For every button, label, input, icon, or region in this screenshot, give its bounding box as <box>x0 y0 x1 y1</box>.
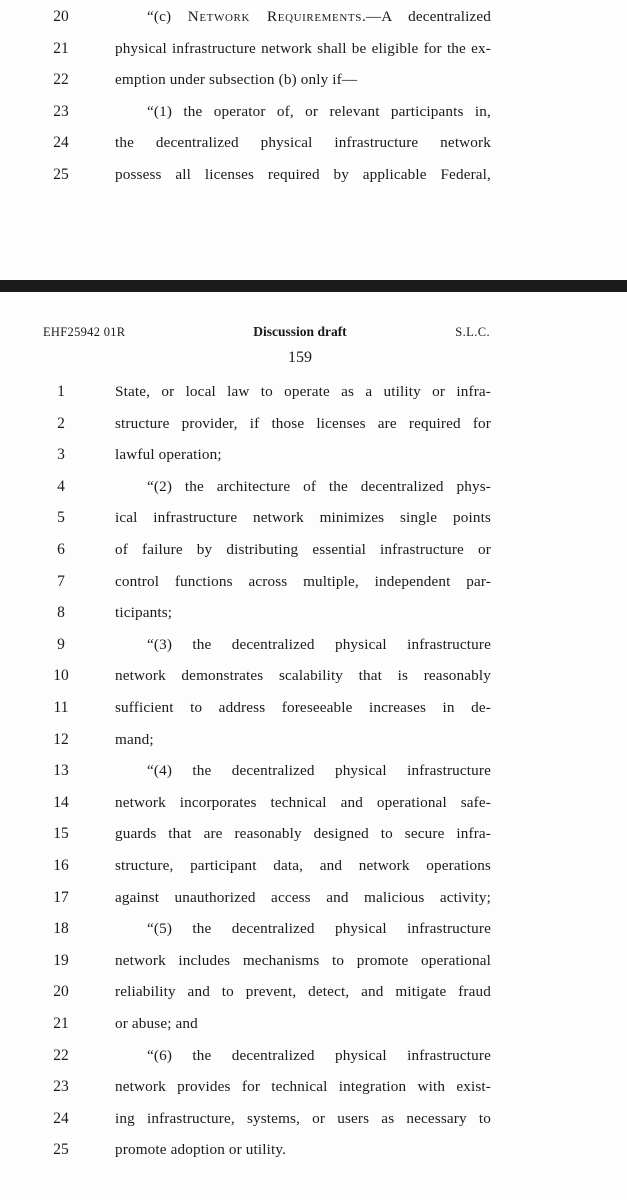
line-number: 5 <box>57 509 65 527</box>
line-text: “(2) the architecture of the decentralized phys- <box>147 477 491 495</box>
line-text: possess all licenses required by applicable Federal, <box>115 166 491 183</box>
line-text: mand; <box>115 730 154 748</box>
line-number: 7 <box>57 572 65 590</box>
text-line <box>0 666 627 698</box>
text-line <box>0 1140 627 1172</box>
line-number: 1 <box>57 383 65 400</box>
line-text: network incorporates technical and operational safe- <box>115 793 491 811</box>
line-number: 3 <box>57 446 65 464</box>
line-text: “(1) the operator of, or relevant participants in, <box>147 102 491 120</box>
line-text: network includes mechanisms to promote operational <box>115 951 491 969</box>
text-line <box>0 824 627 856</box>
text-line <box>0 919 627 951</box>
text-line <box>0 102 627 134</box>
line-text: “(6) the decentralized physical infrastructure <box>147 1046 491 1064</box>
line-text: reliability and to prevent, detect, and mitigate fraud <box>115 983 491 1001</box>
text-line <box>0 572 627 604</box>
slc-label: S.L.C. <box>455 325 490 339</box>
text-line <box>0 698 627 730</box>
line-number: 22 <box>53 1046 69 1064</box>
section-heading: Network Requirements <box>187 8 362 25</box>
line-text-suffix: .—A decentralized <box>361 8 491 25</box>
line-number: 21 <box>53 39 69 57</box>
text-line <box>0 39 627 71</box>
text-line <box>0 761 627 793</box>
text-line <box>0 540 627 572</box>
line-number: 4 <box>57 477 65 495</box>
text-line <box>0 508 627 540</box>
text-line <box>0 382 627 414</box>
page-divider <box>0 280 627 292</box>
text-line <box>0 7 627 39</box>
line-text: physical infrastructure network shall be eligible for the ex- <box>115 39 491 57</box>
line-number: 14 <box>53 793 69 811</box>
text-line <box>0 165 627 197</box>
line-number: 24 <box>53 134 69 152</box>
line-text <box>147 7 491 27</box>
line-text: against unauthorized access and malicious activity; <box>115 888 491 906</box>
line-number: 13 <box>53 762 69 780</box>
line-text: lawful operation; <box>115 446 222 464</box>
text-line <box>0 951 627 983</box>
line-number: 15 <box>53 825 69 843</box>
text-line <box>0 1077 627 1109</box>
line-text: sufficient to address foreseeable increases in de- <box>115 699 491 716</box>
text-line <box>0 1014 627 1046</box>
text-line <box>0 982 627 1014</box>
text-line <box>0 477 627 509</box>
line-text: structure, participant data, and network operations <box>115 857 491 874</box>
line-text: or abuse; and <box>115 1015 198 1032</box>
line-text: of failure by distributing essential infrastructure or <box>115 541 491 558</box>
line-number: 9 <box>57 635 65 653</box>
line-number: 2 <box>57 414 65 432</box>
text-line <box>0 635 627 667</box>
document-id: EHF25942 01R <box>43 325 126 339</box>
text-line <box>0 445 627 477</box>
draft-title: Discussion draft <box>253 324 347 339</box>
line-number: 20 <box>53 8 69 25</box>
line-number: 21 <box>53 1015 69 1032</box>
line-number: 12 <box>53 730 69 748</box>
line-text: “(5) the decentralized physical infrastructure <box>147 920 491 938</box>
line-number: 8 <box>57 604 65 622</box>
text-line <box>0 856 627 888</box>
line-text: “(4) the decentralized physical infrastructure <box>147 762 491 780</box>
line-text: structure provider, if those licenses are required for <box>115 414 491 432</box>
line-number: 11 <box>53 699 69 716</box>
text-line <box>0 888 627 920</box>
line-text: promote adoption or utility. <box>115 1141 287 1159</box>
line-number: 25 <box>53 1141 69 1159</box>
line-number: 22 <box>53 71 69 89</box>
line-text: “(3) the decentralized physical infrastructure <box>147 635 491 653</box>
line-text: the decentralized physical infrastructure network <box>115 134 491 152</box>
text-line <box>0 1109 627 1141</box>
line-number: 20 <box>53 983 69 1001</box>
line-number: 6 <box>57 541 65 558</box>
line-number: 17 <box>53 888 69 906</box>
line-number: 16 <box>53 857 69 874</box>
text-line <box>0 133 627 165</box>
text-line <box>0 414 627 446</box>
text-line <box>0 730 627 762</box>
text-line <box>0 70 627 102</box>
line-text: guards that are reasonably designed to secure infra- <box>115 825 491 843</box>
text-line <box>0 1046 627 1078</box>
line-number: 23 <box>53 1078 69 1096</box>
line-text: ical infrastructure network minimizes single points <box>115 509 491 527</box>
text-line <box>0 793 627 825</box>
line-number: 25 <box>53 166 69 183</box>
line-text: network demonstrates scalability that is reasonably <box>115 667 491 685</box>
line-text: emption under subsection (b) only if— <box>115 71 358 89</box>
line-text: control functions across multiple, independent par- <box>115 572 491 590</box>
line-text: ing infrastructure, systems, or users as necessary to <box>115 1109 491 1127</box>
line-number: 18 <box>53 920 69 938</box>
line-number: 23 <box>53 102 69 120</box>
line-number: 19 <box>53 951 69 969</box>
text-line <box>0 603 627 635</box>
page-number: 159 <box>288 349 312 366</box>
line-text-prefix: “(c) <box>147 8 188 25</box>
line-number: 10 <box>53 667 69 685</box>
line-text: ticipants; <box>115 604 173 622</box>
line-text: network provides for technical integration with exist- <box>115 1078 491 1096</box>
line-number: 24 <box>53 1109 69 1127</box>
line-text: State, or local law to operate as a utility or infra- <box>115 383 491 400</box>
